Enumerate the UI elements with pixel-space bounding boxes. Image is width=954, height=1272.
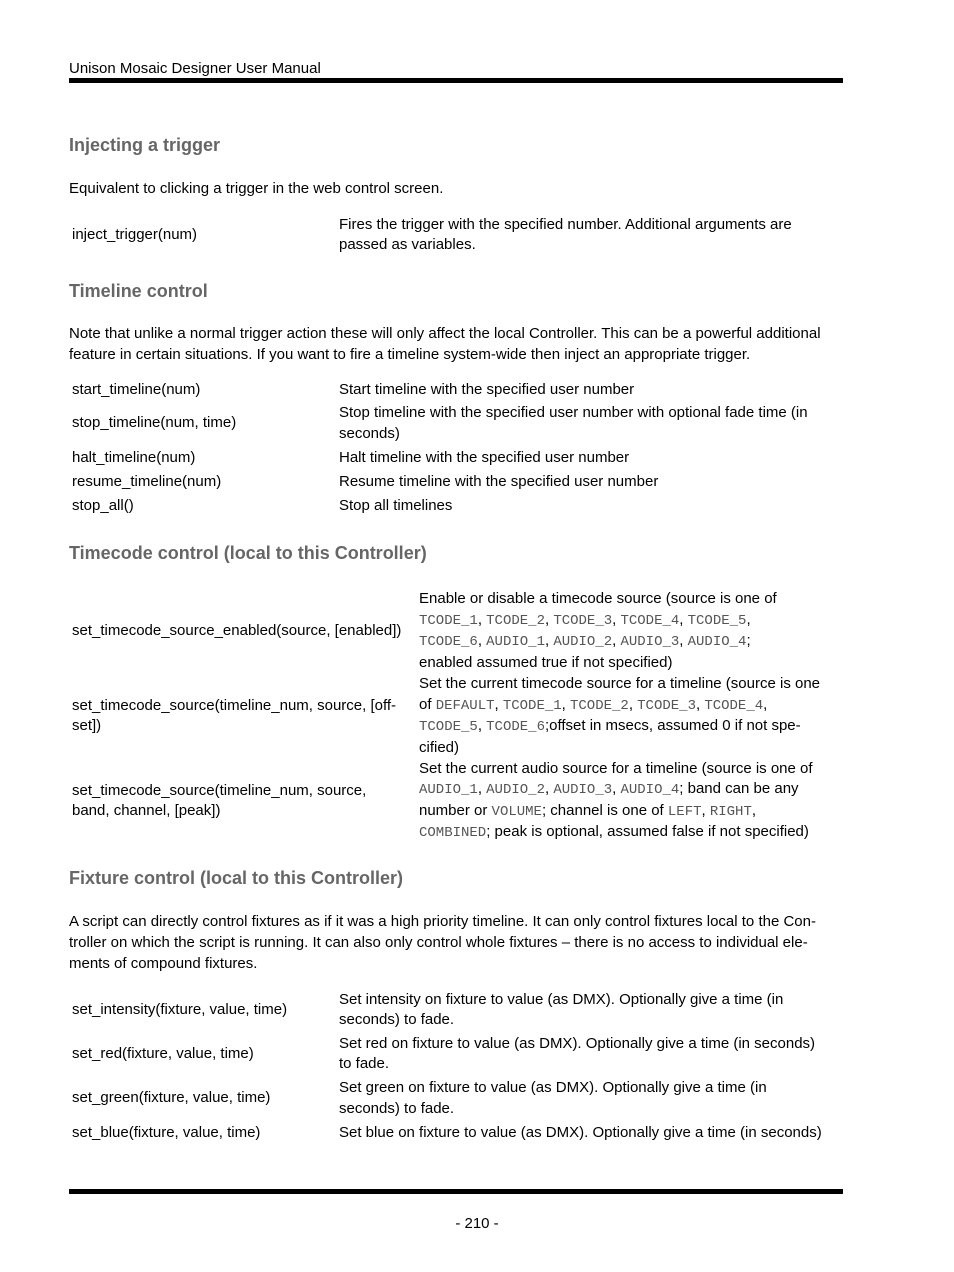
function-description bbox=[419, 589, 839, 673]
description-line: Enable or disable a timecode source (source is one of bbox=[419, 590, 777, 607]
intro-line: ments of compound fixtures. bbox=[69, 955, 258, 972]
separator: , bbox=[477, 780, 487, 797]
section-heading-inject: Injecting a trigger bbox=[69, 135, 221, 155]
constant: TCODE_3 bbox=[637, 697, 696, 714]
constant: TCODE_1 bbox=[502, 697, 562, 714]
timecode-table bbox=[72, 589, 842, 843]
table-row bbox=[72, 494, 842, 518]
description-line: Set the current timecode source for a timeline (source is one bbox=[419, 675, 821, 692]
table-row bbox=[72, 673, 842, 759]
page-number: - 210 - bbox=[455, 1215, 499, 1232]
table-row bbox=[72, 589, 842, 673]
constant: AUDIO_2 bbox=[486, 782, 545, 798]
description-line bbox=[419, 822, 842, 844]
separator: , bbox=[477, 610, 487, 628]
fixture-table bbox=[72, 988, 842, 1145]
function-description: Stop all timelines bbox=[339, 496, 453, 514]
table-row bbox=[72, 1121, 842, 1145]
constant: COMBINED bbox=[419, 825, 487, 841]
separator: , bbox=[628, 695, 638, 713]
function-name: set_timecode_source_enabled(source, [enabled]) bbox=[72, 621, 402, 639]
intro-line: A script can directly control fixtures as if it was a high priority timeline. It can only control fixtures local to the Con- bbox=[69, 913, 816, 930]
description-line bbox=[419, 610, 839, 632]
function-description: Resume timeline with the specified user number bbox=[339, 472, 659, 490]
function-name-line: set_timecode_source(timeline_num, source, bbox=[72, 781, 367, 799]
function-description bbox=[419, 759, 842, 844]
description-line: seconds) to fade. bbox=[339, 1099, 455, 1117]
function-name: set_red(fixture, value, time) bbox=[72, 1044, 254, 1062]
separator: , bbox=[544, 632, 554, 649]
function-name: start_timeline(num) bbox=[72, 381, 201, 399]
constant: AUDIO_3 bbox=[620, 634, 680, 650]
separator: , bbox=[679, 610, 688, 628]
constant: TCODE_4 bbox=[620, 612, 680, 629]
function-name: resume_timeline(num) bbox=[72, 472, 222, 490]
separator: ;offset in msecs, assumed 0 if not spe- bbox=[544, 717, 801, 734]
description-line bbox=[419, 631, 839, 653]
function-description bbox=[339, 1123, 842, 1144]
function-name: inject_trigger(num) bbox=[72, 225, 198, 243]
constant: TCODE_2 bbox=[486, 612, 545, 629]
function-name bbox=[72, 781, 419, 822]
function-name bbox=[72, 696, 419, 737]
separator: , bbox=[612, 780, 621, 797]
description-line bbox=[419, 779, 842, 801]
inject-table bbox=[72, 214, 842, 256]
constant: AUDIO_1 bbox=[486, 634, 545, 650]
function-name-line: set_timecode_source(timeline_num, source, [off- bbox=[72, 696, 397, 714]
table-row bbox=[72, 759, 842, 843]
description-line: to fade. bbox=[339, 1055, 390, 1072]
constant: VOLUME bbox=[491, 803, 542, 820]
table-row bbox=[72, 446, 842, 470]
inject-intro: Equivalent to clicking a trigger in the web control screen. bbox=[69, 180, 444, 197]
description-line: Set the current audio source for a timeline (source is one of bbox=[419, 759, 813, 777]
constant: AUDIO_4 bbox=[620, 782, 680, 798]
section-heading-timeline: Timeline control bbox=[69, 281, 208, 301]
constant: LEFT bbox=[667, 803, 702, 820]
separator: ; bbox=[746, 632, 751, 649]
separator: ; band can be any bbox=[679, 780, 799, 797]
header-rule bbox=[69, 78, 843, 83]
description-line: enabled assumed true if not specified) bbox=[419, 653, 673, 671]
function-name: stop_timeline(num, time) bbox=[72, 414, 237, 432]
timeline-table bbox=[72, 380, 842, 518]
text: of bbox=[419, 695, 436, 713]
description-line: Set red on fixture to value (as DMX). Optionally give a time (in seconds) bbox=[339, 1034, 816, 1052]
text: number or bbox=[419, 801, 492, 819]
table-row bbox=[72, 380, 842, 401]
table-row bbox=[72, 1076, 842, 1121]
function-name: set_intensity(fixture, value, time) bbox=[72, 1000, 288, 1018]
fixture-intro bbox=[69, 911, 844, 974]
constant: AUDIO_2 bbox=[553, 634, 613, 650]
description-line: Set intensity on fixture to value (as DMX). Optionally give a time (in bbox=[339, 990, 784, 1008]
separator: , bbox=[494, 695, 503, 713]
separator: , bbox=[612, 632, 621, 649]
description-line bbox=[419, 695, 839, 717]
table-row bbox=[72, 470, 842, 494]
constant: TCODE_5 bbox=[687, 612, 747, 629]
separator: ; peak is optional, assumed false if not specified) bbox=[486, 823, 809, 840]
table-row bbox=[72, 214, 842, 256]
timeline-intro: Note that unlike a normal trigger action these will only affect the local Controller. This can be a powerful additional feature in certain situations. If you want to fire a timeline system-wide then inject an appropriate trigger. bbox=[69, 325, 821, 363]
constant: TCODE_6 bbox=[486, 719, 545, 735]
separator: , bbox=[544, 780, 554, 797]
separator: , bbox=[763, 695, 768, 713]
footer-rule bbox=[69, 1189, 843, 1194]
table-row bbox=[72, 988, 842, 1032]
description-line: seconds) to fade. bbox=[339, 1011, 455, 1028]
constant: AUDIO_1 bbox=[419, 782, 478, 798]
section-heading-fixture: Fixture control (local to this Controller) bbox=[69, 868, 404, 888]
function-name: halt_timeline(num) bbox=[72, 448, 196, 466]
constant: DEFAULT bbox=[435, 697, 495, 714]
function-description: Halt timeline with the specified user number bbox=[339, 448, 630, 466]
function-name-line: band, channel, [peak]) bbox=[72, 802, 221, 819]
separator: , bbox=[477, 632, 487, 649]
function-description: Start timeline with the specified user number bbox=[339, 381, 635, 399]
constant: TCODE_3 bbox=[553, 612, 613, 629]
description-line bbox=[419, 716, 839, 738]
separator: , bbox=[561, 695, 570, 713]
function-description bbox=[419, 674, 839, 758]
separator: , bbox=[701, 801, 710, 819]
separator: , bbox=[477, 717, 487, 734]
separator: , bbox=[746, 610, 751, 628]
constant: TCODE_6 bbox=[419, 634, 478, 650]
constant: TCODE_2 bbox=[570, 697, 629, 714]
constant: TCODE_1 bbox=[419, 612, 478, 629]
function-description: Stop timeline with the specified user number with optional fade time (in seconds) bbox=[339, 404, 808, 442]
description-line bbox=[419, 801, 842, 823]
function-description bbox=[339, 1034, 839, 1075]
running-header: Unison Mosaic Designer User Manual bbox=[69, 60, 321, 77]
function-description: Fires the trigger with the specified number. Additional arguments are passed as variables. bbox=[339, 215, 792, 253]
intro-line: troller on which the script is running. It can also only control whole fixtures – there is no access to individual ele- bbox=[69, 934, 808, 951]
description-line: Set blue on fixture to value (as DMX). Optionally give a time (in seconds) bbox=[339, 1123, 822, 1141]
constant: TCODE_5 bbox=[419, 719, 478, 735]
table-row bbox=[72, 401, 842, 446]
function-name-line: set]) bbox=[72, 717, 102, 734]
table-row bbox=[72, 1032, 842, 1076]
function-description bbox=[339, 1078, 839, 1119]
separator: , bbox=[544, 610, 554, 628]
constant: TCODE_4 bbox=[704, 697, 764, 714]
constant: AUDIO_4 bbox=[687, 634, 747, 650]
description-line: Set green on fixture to value (as DMX). Optionally give a time (in bbox=[339, 1079, 767, 1096]
separator: , bbox=[695, 695, 705, 713]
description-line: cified) bbox=[419, 738, 460, 756]
constant: RIGHT bbox=[709, 803, 752, 820]
separator: , bbox=[751, 801, 757, 819]
separator: ; channel is one of bbox=[541, 801, 668, 819]
function-name: set_green(fixture, value, time) bbox=[72, 1089, 271, 1107]
section-heading-timecode: Timecode control (local to this Controller) bbox=[69, 543, 427, 563]
function-description bbox=[339, 990, 839, 1031]
separator: , bbox=[612, 610, 621, 628]
constant: AUDIO_3 bbox=[553, 782, 613, 798]
function-name: set_blue(fixture, value, time) bbox=[72, 1123, 261, 1141]
separator: , bbox=[679, 632, 688, 649]
function-name: stop_all() bbox=[72, 496, 134, 514]
